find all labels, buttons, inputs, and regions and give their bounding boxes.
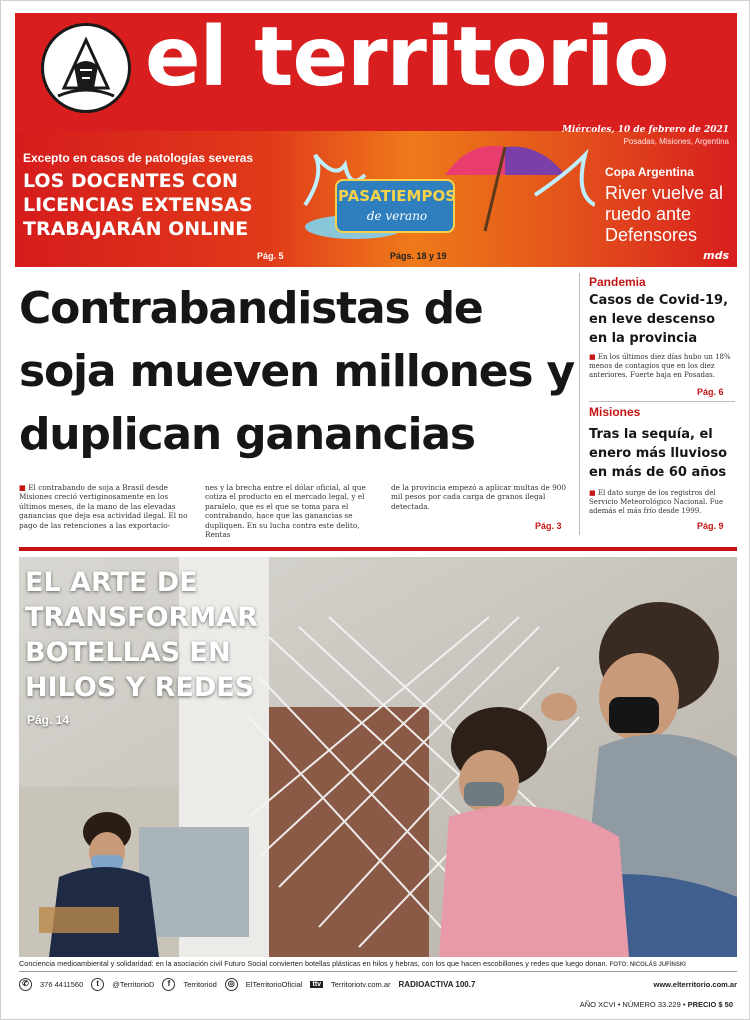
masthead — [15, 10, 737, 131]
footer-bar — [19, 976, 737, 992]
side-story2-headline[interactable]: Tras la sequía, el enero más lluvioso en más de 60 años — [589, 427, 728, 480]
side-story1-page: Pág. 6 — [697, 387, 724, 397]
footer-divider — [19, 971, 737, 972]
logo-face-icon — [44, 26, 128, 110]
side-story1-body-text: En los últimos diez días hubo un 18% menos de contagios que en los diez anteriores. Fuerte baja en Posadas. — [589, 353, 731, 379]
column-divider — [579, 273, 580, 535]
photo-headline[interactable]: EL ARTE DE TRANSFORMAR BOTELLAS EN HILOS Y REDES — [25, 567, 258, 703]
photo-credit: FOTO: NICOLÁS JUFINSKI — [609, 962, 686, 968]
top-strip — [15, 131, 737, 267]
pasatiempos-label — [335, 179, 455, 233]
section-divider — [19, 547, 737, 551]
tv-badge: ttv — [312, 980, 322, 988]
edition-place: Posadas, Misiones, Argentina — [623, 137, 729, 146]
pasatiempos-title: PASATIEMPOS — [337, 187, 456, 205]
main-story-col2: nes y la brecha entre el dólar oficial, al que cotiza el producto en el mercado legal, y el paralelo, que es el que se toma para el contrabando, hace que las ganancias se dupliquen. En su lucha contra este delito, Rentas — [205, 483, 366, 540]
bullet-square-icon: ■ — [19, 483, 29, 492]
masthead-title: el territorio — [145, 10, 669, 105]
strip-left-page: Pág. 5 — [257, 251, 284, 261]
main-story-col3: de la provincia empezó a aplicar multas de 900 mil pesos por cada carga de granos ilegal detectada. — [391, 483, 567, 511]
side-story1-body — [589, 353, 735, 380]
side-story2-body — [589, 489, 735, 516]
strip-right-kicker: Copa Argentina — [605, 165, 694, 179]
bullet-square-icon: ■ — [589, 353, 598, 361]
side-divider — [589, 401, 735, 402]
feature-photo[interactable] — [19, 557, 737, 957]
main-story-page: Pág. 3 — [535, 521, 562, 531]
pasatiempos-promo[interactable] — [295, 135, 595, 247]
issue-number: AÑO XCVI • NÚMERO 33.229 • — [579, 1000, 686, 1009]
strip-left-headline[interactable]: LOS DOCENTES CON LICENCIAS EXTENSAS TRABAJARÁN ONLINE — [23, 170, 253, 240]
pasatiempos-subtitle: de verano — [366, 209, 428, 223]
main-story-col1 — [19, 483, 197, 530]
issue-info — [580, 1000, 733, 1009]
footer-twitter[interactable]: @TerritorioD — [112, 979, 155, 989]
main-headline[interactable]: Contrabandistas de soja mueven millones y duplican ganancias — [19, 283, 574, 460]
footer-facebook[interactable]: Territoriod — [183, 979, 217, 989]
footer-instagram[interactable]: ElTerritorioOficial — [245, 979, 303, 989]
bullet-square-icon: ■ — [589, 489, 598, 497]
footer-phone[interactable]: 376 4411560 — [40, 979, 84, 989]
issue-price: PRECIO $ 50 — [687, 1000, 733, 1009]
twitter-icon: t — [91, 978, 104, 991]
footer-radio[interactable]: RADIOACTIVA 100.7 — [398, 979, 476, 989]
photo-caption — [19, 959, 737, 968]
footer-website[interactable]: www.elterritorio.com.ar — [653, 979, 737, 989]
side-story2-body-text: El dato surge de los registros del Servicio Meteorológico Nacional. Fue además el más frío desde 1999. — [589, 489, 724, 515]
whatsapp-icon: ✆ — [19, 978, 32, 991]
edition-date: Miércoles, 10 de febrero de 2021 — [561, 125, 729, 135]
sponsor-logo: mds — [703, 249, 729, 262]
side-story1-headline[interactable]: Casos de Covid-19, en leve descenso en la provincia — [589, 293, 729, 346]
side-story2-page: Pág. 9 — [697, 521, 724, 531]
footer-tv-site[interactable]: Territoriotv.com.ar — [331, 979, 391, 989]
side-story1-kicker: Pandemia — [589, 275, 646, 289]
newspaper-logo — [41, 23, 131, 113]
facebook-icon: f — [162, 978, 175, 991]
main-story-col1-text: El contrabando de soja a Brasil desde Misiones creció vertiginosamente en los últimos meses, de la mano de las elevadas ganancias que deja esa actividad ilegal. El no pago de las retenciones a las exportacio- — [19, 483, 188, 530]
strip-left-kicker: Excepto en casos de patologías severas — [23, 151, 254, 165]
photo-story-page: Pág. 14 — [27, 713, 70, 727]
pasatiempos-page: Págs. 18 y 19 — [390, 251, 447, 261]
side-story2-kicker: Misiones — [589, 405, 641, 419]
instagram-icon: ◎ — [225, 978, 238, 991]
strip-right-headline[interactable]: River vuelve al ruedo ante Defensores — [605, 183, 724, 245]
photo-caption-text: Conciencia medioambiental y solidaridad: en la asociación civil Futuro Social convierten botellas plásticas en hilos y hebras, con los que hacen escobillones y redes que luego donan. — [19, 959, 608, 968]
